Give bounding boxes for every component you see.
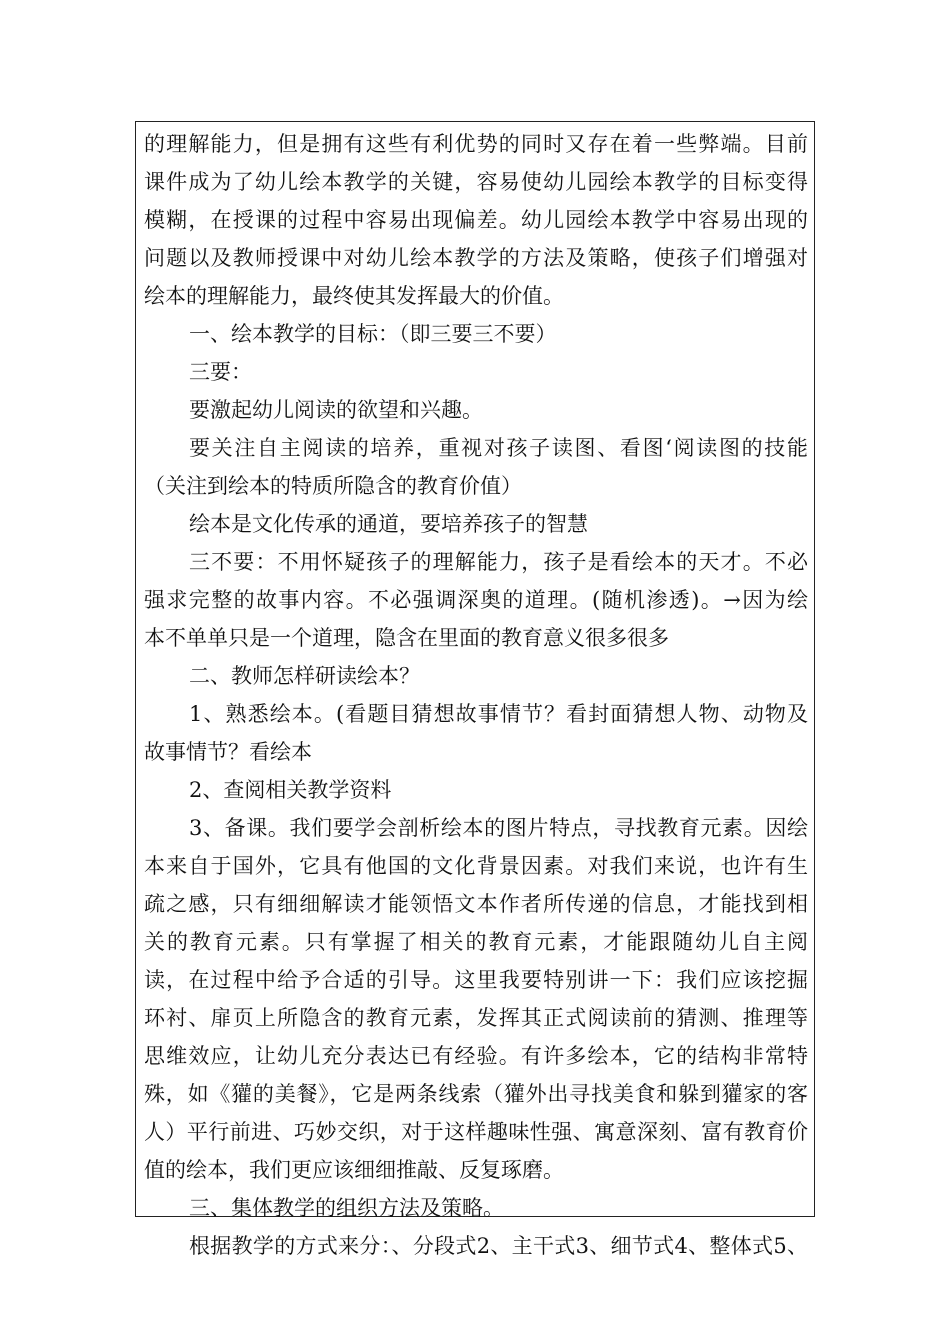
text-line: （关注到绘本的特质所隐含的教育价值） [144,474,522,498]
text-line: 值的绘本，我们更应该细细推敲、反复琢磨。 [144,1158,564,1182]
text-line: 强求完整的故事内容。不必强调深奥的道理。(随机渗透)。→因为绘 [144,588,808,612]
text-line: 三不要：不用怀疑孩子的理解能力，孩子是看绘本的天才。不必 [189,550,808,574]
text-line: 关的教育元素。只有掌握了相关的教育元素，才能跟随幼儿自主阅 [144,930,808,954]
text-line: 要关注自主阅读的培养，重视对孩子读图、看图‘阅读图的技能 [189,436,808,460]
text-line: 读，在过程中给予合适的引导。这里我要特别讲一下：我们应该挖掘 [144,968,808,992]
text-line: 的理解能力，但是拥有这些有利优势的同时又存在着一些弊端。目前 [144,132,808,156]
text-line: 课件成为了幼儿绘本教学的关键，容易使幼儿园绘本教学的目标变得 [144,170,808,194]
text-line: 环衬、扉页上所隐含的教育元素，发挥其正式阅读前的猜测、推理等 [144,1006,808,1030]
text-line: 殊，如《獾的美餐》，它是两条线索（獾外出寻找美食和躲到獾家的客 [144,1082,808,1106]
text-line: 问题以及教师授课中对幼儿绘本教学的方法及策略，使孩子们增强对 [144,246,808,270]
text-line: 绘本的理解能力，最终使其发挥最大的价值。 [144,284,564,308]
text-line: 要激起幼儿阅读的欲望和兴趣。 [189,398,483,422]
text-line: 本不单单只是一个道理，隐含在里面的教育意义很多很多 [144,626,669,650]
text-line: 2、查阅相关教学资料 [189,778,392,802]
text-line: 故事情节？看绘本 [144,740,312,764]
document-frame [135,121,815,1258]
text-line: 人）平行前进、巧妙交织，对于这样趣味性强、寓意深刻、富有教育价 [144,1120,808,1144]
text-line: 疏之感，只有细细解读才能领悟文本作者所传递的信息，才能找到相 [144,892,808,916]
text-line: 本来自于国外，它具有他国的文化背景因素。对我们来说，也许有生 [144,854,808,878]
text-line: 思维效应，让幼儿充分表达已有经验。有许多绘本，它的结构非常特 [144,1044,808,1068]
section-heading: 三、集体教学的组织方法及策略。 [189,1196,504,1220]
section-heading: 一、绘本教学的目标：（即三要三不要） [189,322,557,346]
text-line: 1、熟悉绘本。(看题目猜想故事情节？看封面猜想人物、动物及 [189,702,808,726]
text-line: 3、备课。我们要学会剖析绘本的图片特点，寻找教育元素。因绘 [189,816,808,840]
text-line: 根据教学的方式来分：、分段式2、主干式3、细节式4、整体式5、 [189,1234,808,1258]
text-line: 绘本是文化传承的通道，要培养孩子的智慧 [189,512,588,536]
text-line: 模糊，在授课的过程中容易出现偏差。幼儿园绘本教学中容易出现的 [144,208,808,232]
sub-heading: 三要： [189,360,252,384]
section-heading: 二、教师怎样研读绘本？ [189,664,420,688]
